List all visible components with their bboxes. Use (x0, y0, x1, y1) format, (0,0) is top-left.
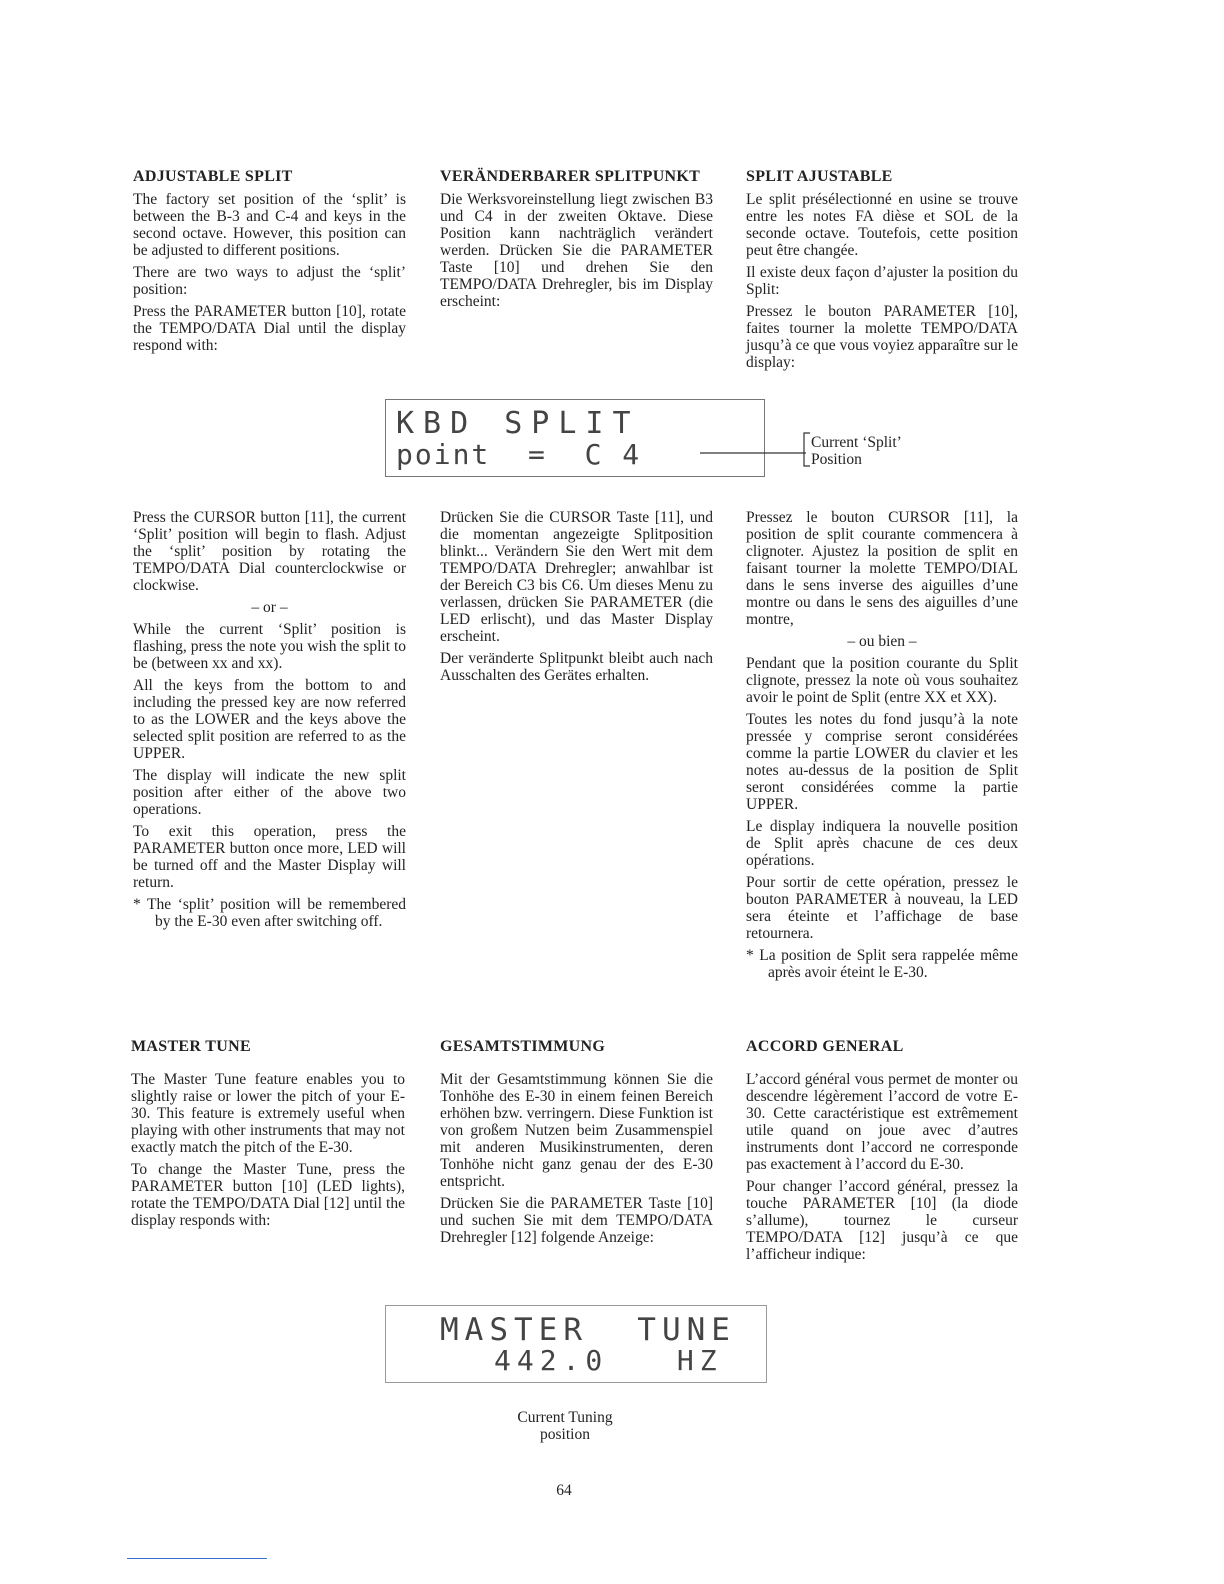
paragraph: Mit der Gesamtstimmung können Sie die Tonhöhe des E-30 in einem feinen Bereich erhöhen bzw. verringern. Diese Funktion ist von großem Nutzen beim Zusammenspiel mit anderen Musikinstrumenten, deren Tonhöhe nicht ganz genau der des E-30 entspricht. (440, 1071, 713, 1190)
or-separator: – or – (251, 599, 288, 616)
tune-caption (465, 1409, 665, 1443)
split-steps-fr-column (746, 509, 1018, 986)
split-de-column (440, 168, 713, 315)
paragraph: Il existe deux façon d’ajuster la position du Split: (746, 264, 1018, 298)
split-en-heading: ADJUSTABLE SPLIT (133, 168, 293, 185)
tune-fr-column (746, 1038, 1018, 1268)
caption-line: Current Tuning (517, 1409, 613, 1426)
paragraph: Pressez le bouton PARAMETER [10], faites tourner la molette TEMPO/DATA jusqu’à ce que vous voyiez apparaître sur le display: (746, 303, 1018, 371)
paragraph: Press the CURSOR button [11], the current ‘Split’ position will begin to flash. Adjust the ‘split’ position by rotating the TEMPO/DATA Dial counterclockwise or clockwise. (133, 509, 406, 594)
paragraph: To exit this operation, press the PARAMETER button once more, LED will be turned off and the Master Display will return. (133, 823, 406, 891)
paragraph: Le display indiquera la nouvelle position de Split après chacune de ces deux opérations. (746, 818, 1018, 869)
or-separator: – ou bien – (847, 633, 917, 650)
paragraph: Press the PARAMETER button [10], rotate the TEMPO/DATA Dial until the display respond with: (133, 303, 406, 354)
paragraph: Le split présélectionné en usine se trouve entre les notes FA dièse et SOL de la seconde octave. Toutefois, cette position peut être changée. (746, 191, 1018, 259)
split-fr-heading: SPLIT AJUSTABLE (746, 168, 893, 185)
paragraph: The Master Tune feature enables you to slightly raise or lower the pitch of your E-30. This feature is extremely useful when playing with other instruments that may not exactly match the pitch of the E-30. (131, 1071, 405, 1156)
paragraph: The factory set position of the ‘split’ is between the B-3 and C-4 and keys in the second octave. However, this position can be adjusted to different positions. (133, 191, 406, 259)
paragraph: Der veränderte Splitpunkt bleibt auch nach Ausschalten des Gerätes erhalten. (440, 650, 713, 684)
lcd-split-line1: KBD SPLIT (396, 406, 640, 441)
caption-line: position (540, 1426, 590, 1443)
callout-connector (700, 430, 810, 470)
paragraph: All the keys from the bottom to and including the pressed key are now referred to as the LOWER and the keys above the selected split position are referred to as the UPPER. (133, 677, 406, 762)
paragraph: There are two ways to adjust the ‘split’ position: (133, 264, 406, 298)
paragraph: Pressez le bouton CURSOR [11], la position de split courante commencera à clignoter. Ajustez la position de split en faisant tourner la molette TEMPO/DIAL dans le sens inverse des aiguilles d’une montre ou dans le sens des aiguilles d’une montre, (746, 509, 1018, 628)
paragraph: Pour changer l’accord général, pressez la touche PARAMETER [10] (la diode s’allume), tournez le curseur TEMPO/DATA [12] jusqu’à ce que l’afficheur indique: (746, 1178, 1018, 1263)
paragraph: Die Werksvoreinstellung liegt zwischen B3 und C4 in der zweiten Oktave. Diese Position kann nachträglich verändert werden. Drücken Sie die PARAMETER Taste [10] und drehen Sie den TEMPO/DATA Drehregler, bis im Display erscheint: (440, 191, 713, 310)
paragraph: Pendant que la position courante du Split clignote, pressez la note où vous souhaitez avoir le point de Split (entre XX et XX). (746, 655, 1018, 706)
split-fr-column (746, 168, 1018, 376)
tune-de-heading: GESAMTSTIMMUNG (440, 1038, 606, 1055)
lcd-tune-line1: MASTER TUNE (440, 1312, 736, 1348)
footnote-rule (127, 1558, 267, 1559)
callout-line: Current ‘Split’ (811, 434, 902, 451)
page-number: 64 (556, 1482, 572, 1499)
paragraph: Toutes les notes du fond jusqu’à la note pressée y comprise seront considérées comme la partie LOWER du clavier et les notes au-dessus de la position de Split seront considérées comme la partie UPPER. (746, 711, 1018, 813)
paragraph: L’accord général vous permet de monter ou descendre légèrement l’accord de votre E-30. Cette caractéristique est extrêmement utile quand on joue avec d’autres instruments dont l’accord ne corresponde pas exactement à l’accord du E-30. (746, 1071, 1018, 1173)
lcd-tune-line2: 442.0 HZ (494, 1344, 723, 1377)
footnote: * The ‘split’ position will be remembered by the E-30 even after switching off. (133, 896, 406, 930)
paragraph: While the current ‘Split’ position is flashing, press the note you wish the split to be (between xx and xx). (133, 621, 406, 672)
lcd-tune-display (385, 1305, 767, 1383)
paragraph: Drücken Sie die PARAMETER Taste [10] und suchen Sie mit dem TEMPO/DATA Drehregler [12] folgende Anzeige: (440, 1195, 713, 1246)
callout-line: Position (811, 451, 862, 468)
split-en-column (133, 168, 406, 359)
split-steps-en-column (133, 509, 406, 935)
tune-en-column (131, 1038, 405, 1234)
paragraph: The display will indicate the new split position after either of the above two operations. (133, 767, 406, 818)
paragraph: Drücken Sie die CURSOR Taste [11], und die momentan angezeigte Splitposition blinkt... Verändern Sie den Wert mit dem TEMPO/DATA Drehregler; anwahlbar ist der Bereich C3 bis C6. Um dieses Menu zu verlassen, drücken Sie PARAMETER (die LED erlischt), und das Master Display erscheint. (440, 509, 713, 645)
lcd-split-line2: point = C 4 (396, 438, 642, 471)
footnote: * La position de Split sera rappelée même après avoir éteint le E-30. (746, 947, 1018, 981)
split-steps-de-column (440, 509, 713, 689)
paragraph: To change the Master Tune, press the PARAMETER button [10] (LED lights), rotate the TEMPO/DATA Dial [12] until the display responds with: (131, 1161, 405, 1229)
tune-fr-heading: ACCORD GENERAL (746, 1038, 904, 1055)
tune-de-column (440, 1038, 713, 1251)
split-callout (811, 434, 902, 468)
paragraph: Pour sortir de cette opération, pressez le bouton PARAMETER à nouveau, la LED sera éteinte et l’affichage de base retournera. (746, 874, 1018, 942)
tune-en-heading: MASTER TUNE (131, 1038, 251, 1055)
split-de-heading: VERÄNDERBARER SPLITPUNKT (440, 168, 701, 185)
